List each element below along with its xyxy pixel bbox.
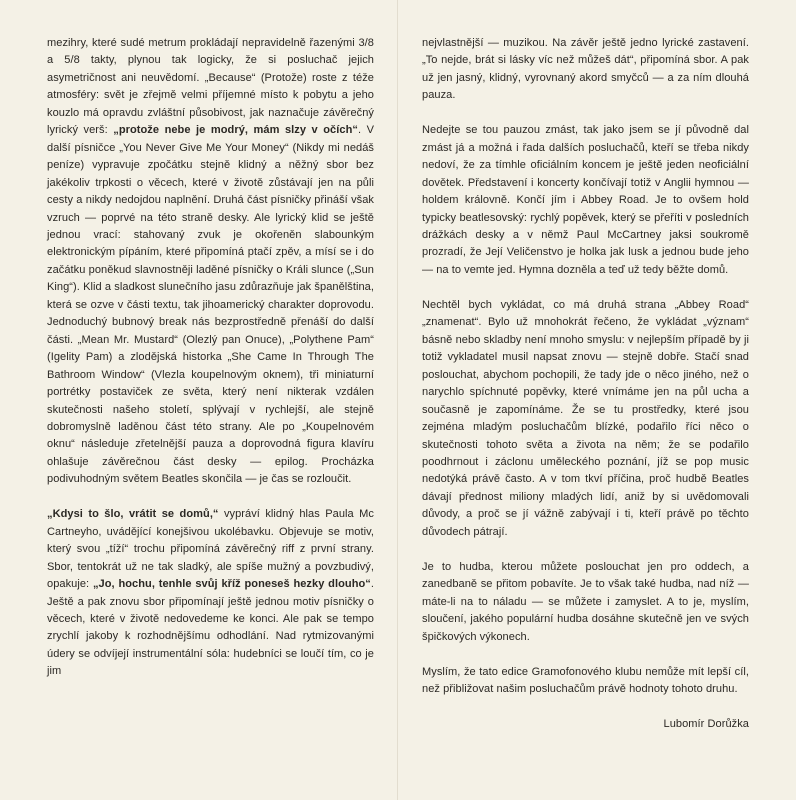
text-segment: Nechtěl bych vykládat, co má druhá strana „Abbey Road“ „znamenat“. Bylo už mnohokrát řečeno, že vykládat „význam“ básně nebo skladby není mnoho smyslu: v nejlepším případě by ji totiž vykladatel musil napsat znovu — stejně dobře. Stačí snad poslouchat, abychom pochopili, že tady jde o něco jiného, než o narychlo spíchnuté popěvky, které vnímáme jen na půl ucha a současně je zapomínáme. Že se tu prostředky, které jsou zejména mladým posluchačům blízké, podařilo říci něco o skutečnosti tohoto světa a života na něm; že se podařilo poodhrnout i záclonu uměleckého poznání, jíž se pop music nedotýká právě často. A v tom tkví příčina, proč hudbě Beatles dávají přednost miliony mladých lidí, aniž by si uvědomovali důvody, a proč se jí vážně zabývají i ti, kteří právě po těchto důvodech pátrají. bbox=[422, 298, 749, 538]
bold-quote: „Jo, hochu, tenhle svůj kříž poneseš hezky dlouho“ bbox=[92, 578, 371, 591]
text-segment: Myslím, že tato edice Gramofonového klubu nemůže mít lepší cíl, než přibližovat našim posluchačům právě hodnoty tohoto druhu. bbox=[422, 665, 749, 695]
text-segment: Nedejte se tou pauzou zmást, tak jako jsem se jí původně dal zmást já a možná i řada dalších posluchačů, kteří se třeba nikdy nedoví, že za tímhle oficiálním koncem je ještě jeden neoficiální dovětek. Představení i koncerty končívají totiž v Anglii hymnou — holdem královně. Končí jím i Abbey Road. Je to ovšem hold typicky beatlesovský: rychlý popěvek, který se přeříti v posledních drážkách desky a v němž Paul McCartney jaksi soukromě prozradí, že Její Veličenstvo je holka jak lusk a jednou bude jeho — na to vemte jed. Hymna dozněla a teď už tedy běžte domů. bbox=[422, 124, 749, 276]
text-segment: Je to hudba, kterou můžete poslouchat jen pro oddech, a zanedbaně se přitom pobavíte. Je to však také hudba, nad níž — máte-li na to náladu — se můžete i zamyslet. A to je, myslím, sloučení, jakého populární hudba dosáhne skutečně jen ve svých špičkových výkonech. bbox=[422, 560, 749, 643]
paragraph bbox=[422, 559, 749, 646]
author-signature: Lubomír Dorůžka bbox=[663, 718, 749, 731]
text-segment: nejvlastnější — muzikou. Na závěr ještě jedno lyrické zastavení. „To nejde, brát si lásky víc než můžeš dát“, připomíná sbor. A pak už jen jasný, klidný, vyrovnaný akord smyčců — a za ním dlouhá pauza. bbox=[422, 37, 749, 102]
right-column bbox=[422, 35, 749, 734]
paragraph bbox=[422, 122, 749, 279]
page-fold bbox=[397, 0, 398, 800]
text-segment: vypráví klidný hlas Paula Mc Cartneyho, uvádějící konejšivou ukolébavku. Objevuje se motiv, který svou „tíží“ trochu připomíná závěrečný riff z první strany. Sbor, tentokrát už ne tak sladký, ale spíše mužný a povzbudivý, opakuje: bbox=[47, 508, 374, 591]
paragraph bbox=[47, 35, 374, 489]
paragraph bbox=[47, 506, 374, 681]
text-segment: mezihry, které sudé metrum prokládají nepravidelně řazenými 3/8 a 5/8 takty, plynou tak logicky, že si posluchač jejich asymetričnost ani neuvědomí. „Because“ (Protože) roste z téže atmosféry: svět je zřejmě velmi příjemné místo k pobytu a jeho kouzlo má opravdu zvláštní působivost, jak naznačuje závěrečný lyrický verš: bbox=[47, 37, 374, 137]
bold-quote: „protože nebe je modrý, mám slzy v očích“ bbox=[113, 124, 358, 137]
left-column bbox=[47, 35, 374, 681]
text-segment: . V další písničce „You Never Give Me Your Money“ (Nikdy mi nedáš peníze) vypravuje zpočátku stejně klidný a něžný sbor bez jakékoliv trpkosti o věcech, které v životě zůstávají jen na půli cesty a nikdy nedojdou naplnění. Druhá část písničky přináší však vzruch — poprvé na této straně desky. Ale lyrický klid se ještě jednou vrací: stahovaný zvuk je okořeněn slabounkým elektronickým pípáním, které připomíná ptačí zpěv, a mísí se i do začátku poněkud slavnostněji laděné písničky o Králi slunce („Sun King“). Klid a sladkost slunečního jasu zdůrazňuje jak španělština, která se ozve v části textu, tak jihoamerický charakter doprovodu. Jednoduchý bubnový break nás bezprostředně přenáší do další části. „Mean Mr. Mustard“ (Olezlý pan Onuce), „Polythene Pam“ (Igelity Pam) a zlodějská historka „She Came In Through The Bathroom Window“ (Vlezla koupelnovým oknem), tři miniaturní portrétky postaviček ze světa, který není nikterak vzdálen skutečnosti našeho století, splývají v rychlejší, ale stejně dobromyslně laděnou část této strany. Ale po „Koupelnovém oknu“ následuje zřetelnější pauza a doprovodná figura klavíru ohlašuje závěrečnou část desky — epilog. Procházka podivuhodným světem Beatles skončila — je čas se rozloučit. bbox=[47, 124, 374, 486]
paragraph bbox=[422, 297, 749, 541]
text-segment: . Ještě a pak znovu sbor připomínají ještě jednou motiv písničky o věcech, které v životě nedovedeme ke konci. Ale pak se tempo zrychlí jakoby k rozhodnějšímu odhodlání. Nad rytmizovanými údery se odvíjejí instrumentální sóla: hudebníci se loučí tím, co je jim bbox=[47, 578, 374, 678]
paragraph bbox=[422, 35, 749, 105]
paragraph bbox=[422, 664, 749, 699]
bold-quote: „Kdysi to šlo, vrátit se domů,“ bbox=[47, 508, 219, 521]
